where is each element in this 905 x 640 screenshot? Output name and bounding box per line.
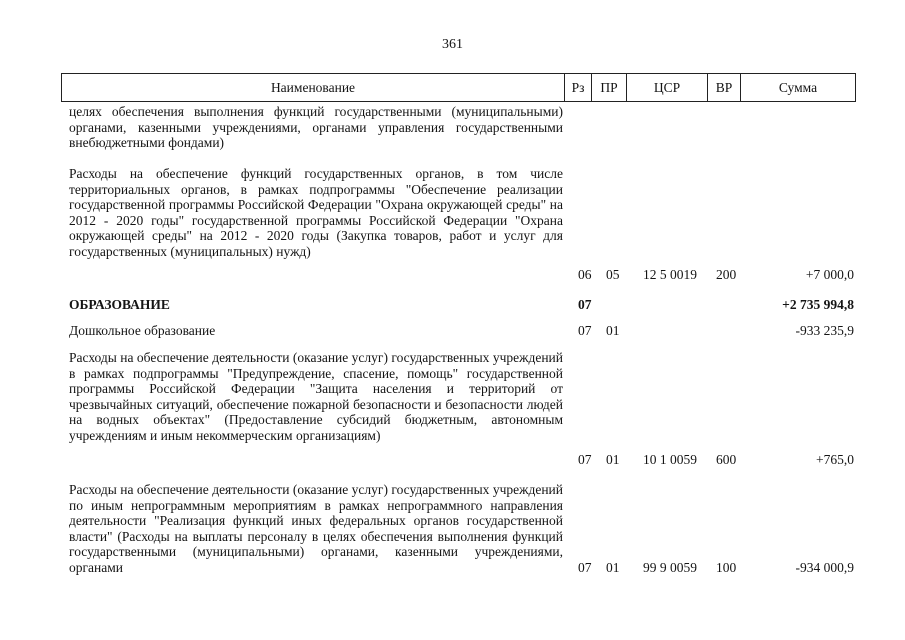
row-csr: 99 9 0059 — [643, 560, 697, 575]
row-name: Расходы на обеспечение функций государственных органов, в том числе территориальных органов, в рамках подпрограммы "Обеспечение реализации государственной программы Российской Федерации "Охрана окружающей среды" на 2012 - 2020 годы" государственной программы Российской Федерации "Охрана окружающей среды" на 2012 - 2020 годы (Закупка товаров, работ и услуг для государственных (муниципальных) нужд) — [69, 166, 563, 259]
page-number: 361 — [442, 37, 463, 52]
row-csr: 12 5 0019 — [643, 267, 697, 282]
row-name: Дошкольное образование — [69, 323, 216, 338]
row-sum: -934 000,9 — [795, 560, 854, 575]
header-sum: Сумма — [778, 80, 818, 95]
row-rz: 07 — [578, 323, 592, 338]
row-vr: 100 — [716, 560, 737, 575]
row-pr: 01 — [606, 323, 620, 338]
row-sum: +7 000,0 — [805, 267, 854, 282]
row-pr: 01 — [606, 560, 620, 575]
row-name: целях обеспечения выполнения функций государственными (муниципальными) органами, казенными учреждениями, органами управления государственными внебюджетными фондами) — [69, 104, 563, 151]
row-pr: 01 — [606, 452, 620, 467]
row-sum: +765,0 — [816, 452, 854, 467]
row-pr: 05 — [606, 267, 620, 282]
row-rz: 07 — [578, 560, 592, 575]
row-csr: 10 1 0059 — [643, 452, 697, 467]
row-name: Расходы на обеспечение деятельности (оказание услуг) государственных учреждений в рамках подпрограммы "Предупреждение, спасение, помощь" государственной программы Российской Федерации "Защита населения и территорий от чрезвычайных ситуаций, обеспечение пожарной безопасности и безопасности людей на водных объектах" (Предоставление субсидий бюджетным, автономным учреждениям и иным некоммерческим организациям) — [69, 350, 563, 443]
row-vr: 600 — [716, 452, 737, 467]
section-heading: ОБРАЗОВАНИЕ — [69, 297, 170, 312]
row-vr: 200 — [716, 267, 737, 282]
header-vr: ВР — [715, 80, 733, 95]
row-rz: 07 — [578, 297, 592, 312]
row-rz: 06 — [578, 267, 592, 282]
header-pr: ПР — [600, 80, 618, 95]
table-header — [61, 73, 856, 102]
header-rz: Рз — [571, 80, 585, 95]
row-rz: 07 — [578, 452, 592, 467]
row-sum: -933 235,9 — [795, 323, 854, 338]
row-sum: +2 735 994,8 — [782, 297, 854, 312]
header-name: Наименование — [270, 80, 356, 95]
header-csr: ЦСР — [653, 80, 681, 95]
row-name: Расходы на обеспечение деятельности (оказание услуг) государственных учреждений по иным непрограммным мероприятиям в рамках непрограммного направления деятельности "Реализация функций иных федеральных органов государственной власти" (Расходы на выплаты персоналу в целях обеспечения выполнения функций государственными (муниципальными) органами, казенными учреждениями, органами — [69, 482, 563, 575]
